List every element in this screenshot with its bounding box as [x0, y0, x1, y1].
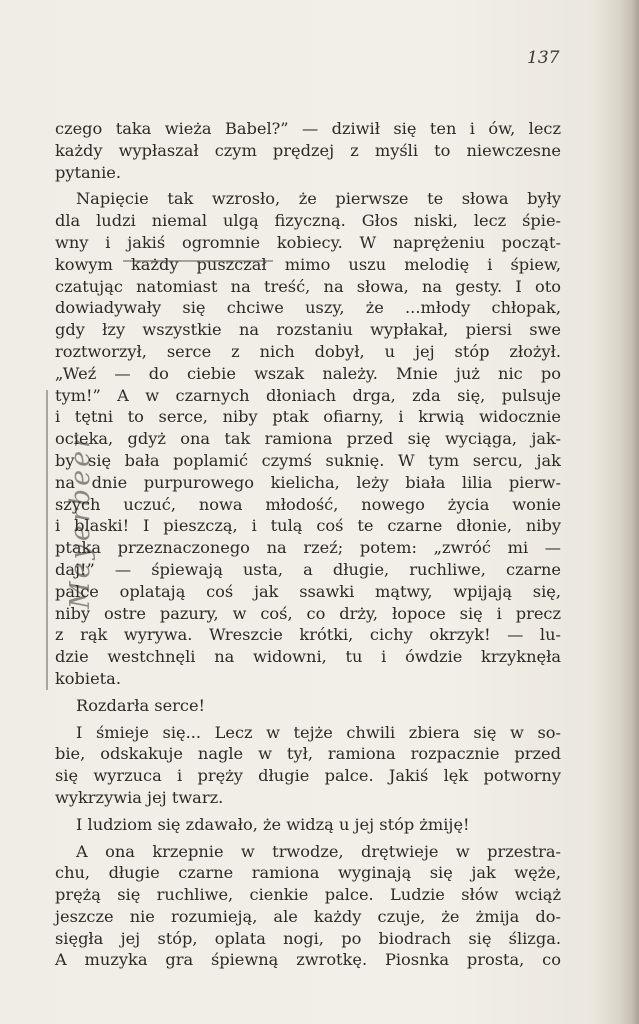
text-line: wny i jakiś ogromnie kobiecy. W naprężeniu począt-: [55, 232, 561, 252]
text-line: czatując natomiast na treść, na słowa, na gesty. I oto: [55, 276, 561, 296]
text-line: I śmieje się... Lecz w tejże chwili zbiera się w so-: [76, 722, 561, 742]
text-line: dowiadywały się chciwe uszy, że ...młody chłopak,: [55, 298, 561, 318]
text-line: kowym każdy puszczał mimo uszu melodię i śpiew,: [55, 254, 561, 274]
text-line: wykrzywia jej twarz.: [55, 787, 224, 807]
text-line: A ona krzepnie w trwodze, drętwieje w przestra-: [76, 841, 561, 861]
margin-bracket-mark: [46, 390, 52, 690]
page-edge: [631, 0, 639, 1024]
text-line: Rozdarła serce!: [76, 695, 206, 715]
text-line: szych uczuć, nowa młodość, nowego życia wonie: [55, 494, 561, 514]
text-line: dla ludzi niemal ulgą fizyczną. Głos niski, lecz śpie-: [55, 211, 561, 231]
handwritten-margin-note: Meyerbeer: [64, 432, 96, 609]
text-line: roztworzył, serce z nich dobył, u jej stóp złożył.: [55, 341, 561, 361]
text-line: kobieta.: [55, 668, 121, 688]
text-line: bie, odskakuje nagle w tył, ramiona rozpacznie przed: [55, 744, 561, 764]
text-line: tym!” A w czarnych dłoniach drga, zda się, pulsuje: [55, 385, 561, 405]
text-line: pytanie.: [55, 162, 121, 182]
text-line: palce oplatają coś jak ssawki mątwy, wpijają się,: [55, 581, 561, 601]
text-line: A muzyka gra śpiewną zwrotkę. Piosnka prosta, co: [55, 950, 561, 970]
text-line: daj!” — śpiewają usta, a długie, ruchliwe, czarne: [55, 559, 561, 579]
text-line: z rąk wyrywa. Wreszcie krótki, cichy okrzyk! — lu-: [55, 625, 561, 645]
text-line: I ludziom się zdawało, że widzą u jej stóp żmiję!: [76, 814, 470, 834]
text-line: każdy wypłaszał czym prędzej z myśli to niewczesne: [55, 140, 561, 160]
page-number: 137: [527, 48, 560, 68]
text-line: „Weź — do ciebie wszak należy. Mnie już nic po: [55, 363, 561, 383]
text-line: prężą się ruchliwe, cienkie palce. Ludzie słów wciąż: [55, 885, 561, 905]
text-line: gdy łzy wszystkie na rozstaniu wypłakał, piersi swe: [55, 320, 561, 340]
text-line: niby ostre pazury, w coś, co drży, łopoce się i precz: [55, 603, 561, 623]
text-line: i blaski! I pieszczą, i tulą coś te czarne dłonie, niby: [55, 516, 561, 536]
text-line: by się bała poplamić czymś suknię. W tym sercu, jak: [55, 450, 561, 470]
text-line: Napięcie tak wzrosło, że pierwsze te słowa były: [76, 189, 561, 209]
text-line: na dnie purpurowego kielicha, leży biała lilia pierw-: [55, 472, 561, 492]
text-line: i tętni to serce, niby ptak ofiarny, i krwią widocznie: [55, 407, 561, 427]
body-text: [55, 118, 561, 971]
text-line: czego taka wieża Babel?” — dziwił się ten i ów, lecz: [55, 119, 561, 138]
text-line: chu, długie czarne ramiona wyginają się jak węże,: [55, 863, 561, 883]
text-line: jeszcze nie rozumieją, ale każdy czuje, że żmija do-: [55, 906, 561, 926]
text-line: ptaka przeznaczonego na rzeź; potem: „zwróć mi —: [55, 538, 561, 558]
text-line: ocieka, gdyż ona tak ramiona przed się wyciąga, jak-: [55, 429, 561, 449]
text-line: sięgła jej stóp, oplata nogi, po biodrach się ślizga.: [55, 928, 561, 948]
text-line: dzie westchnęli na widowni, tu i ówdzie krzyknęła: [55, 647, 561, 667]
text-line: się wyrzuca i pręży długie palce. Jakiś lęk potworny: [55, 766, 561, 786]
